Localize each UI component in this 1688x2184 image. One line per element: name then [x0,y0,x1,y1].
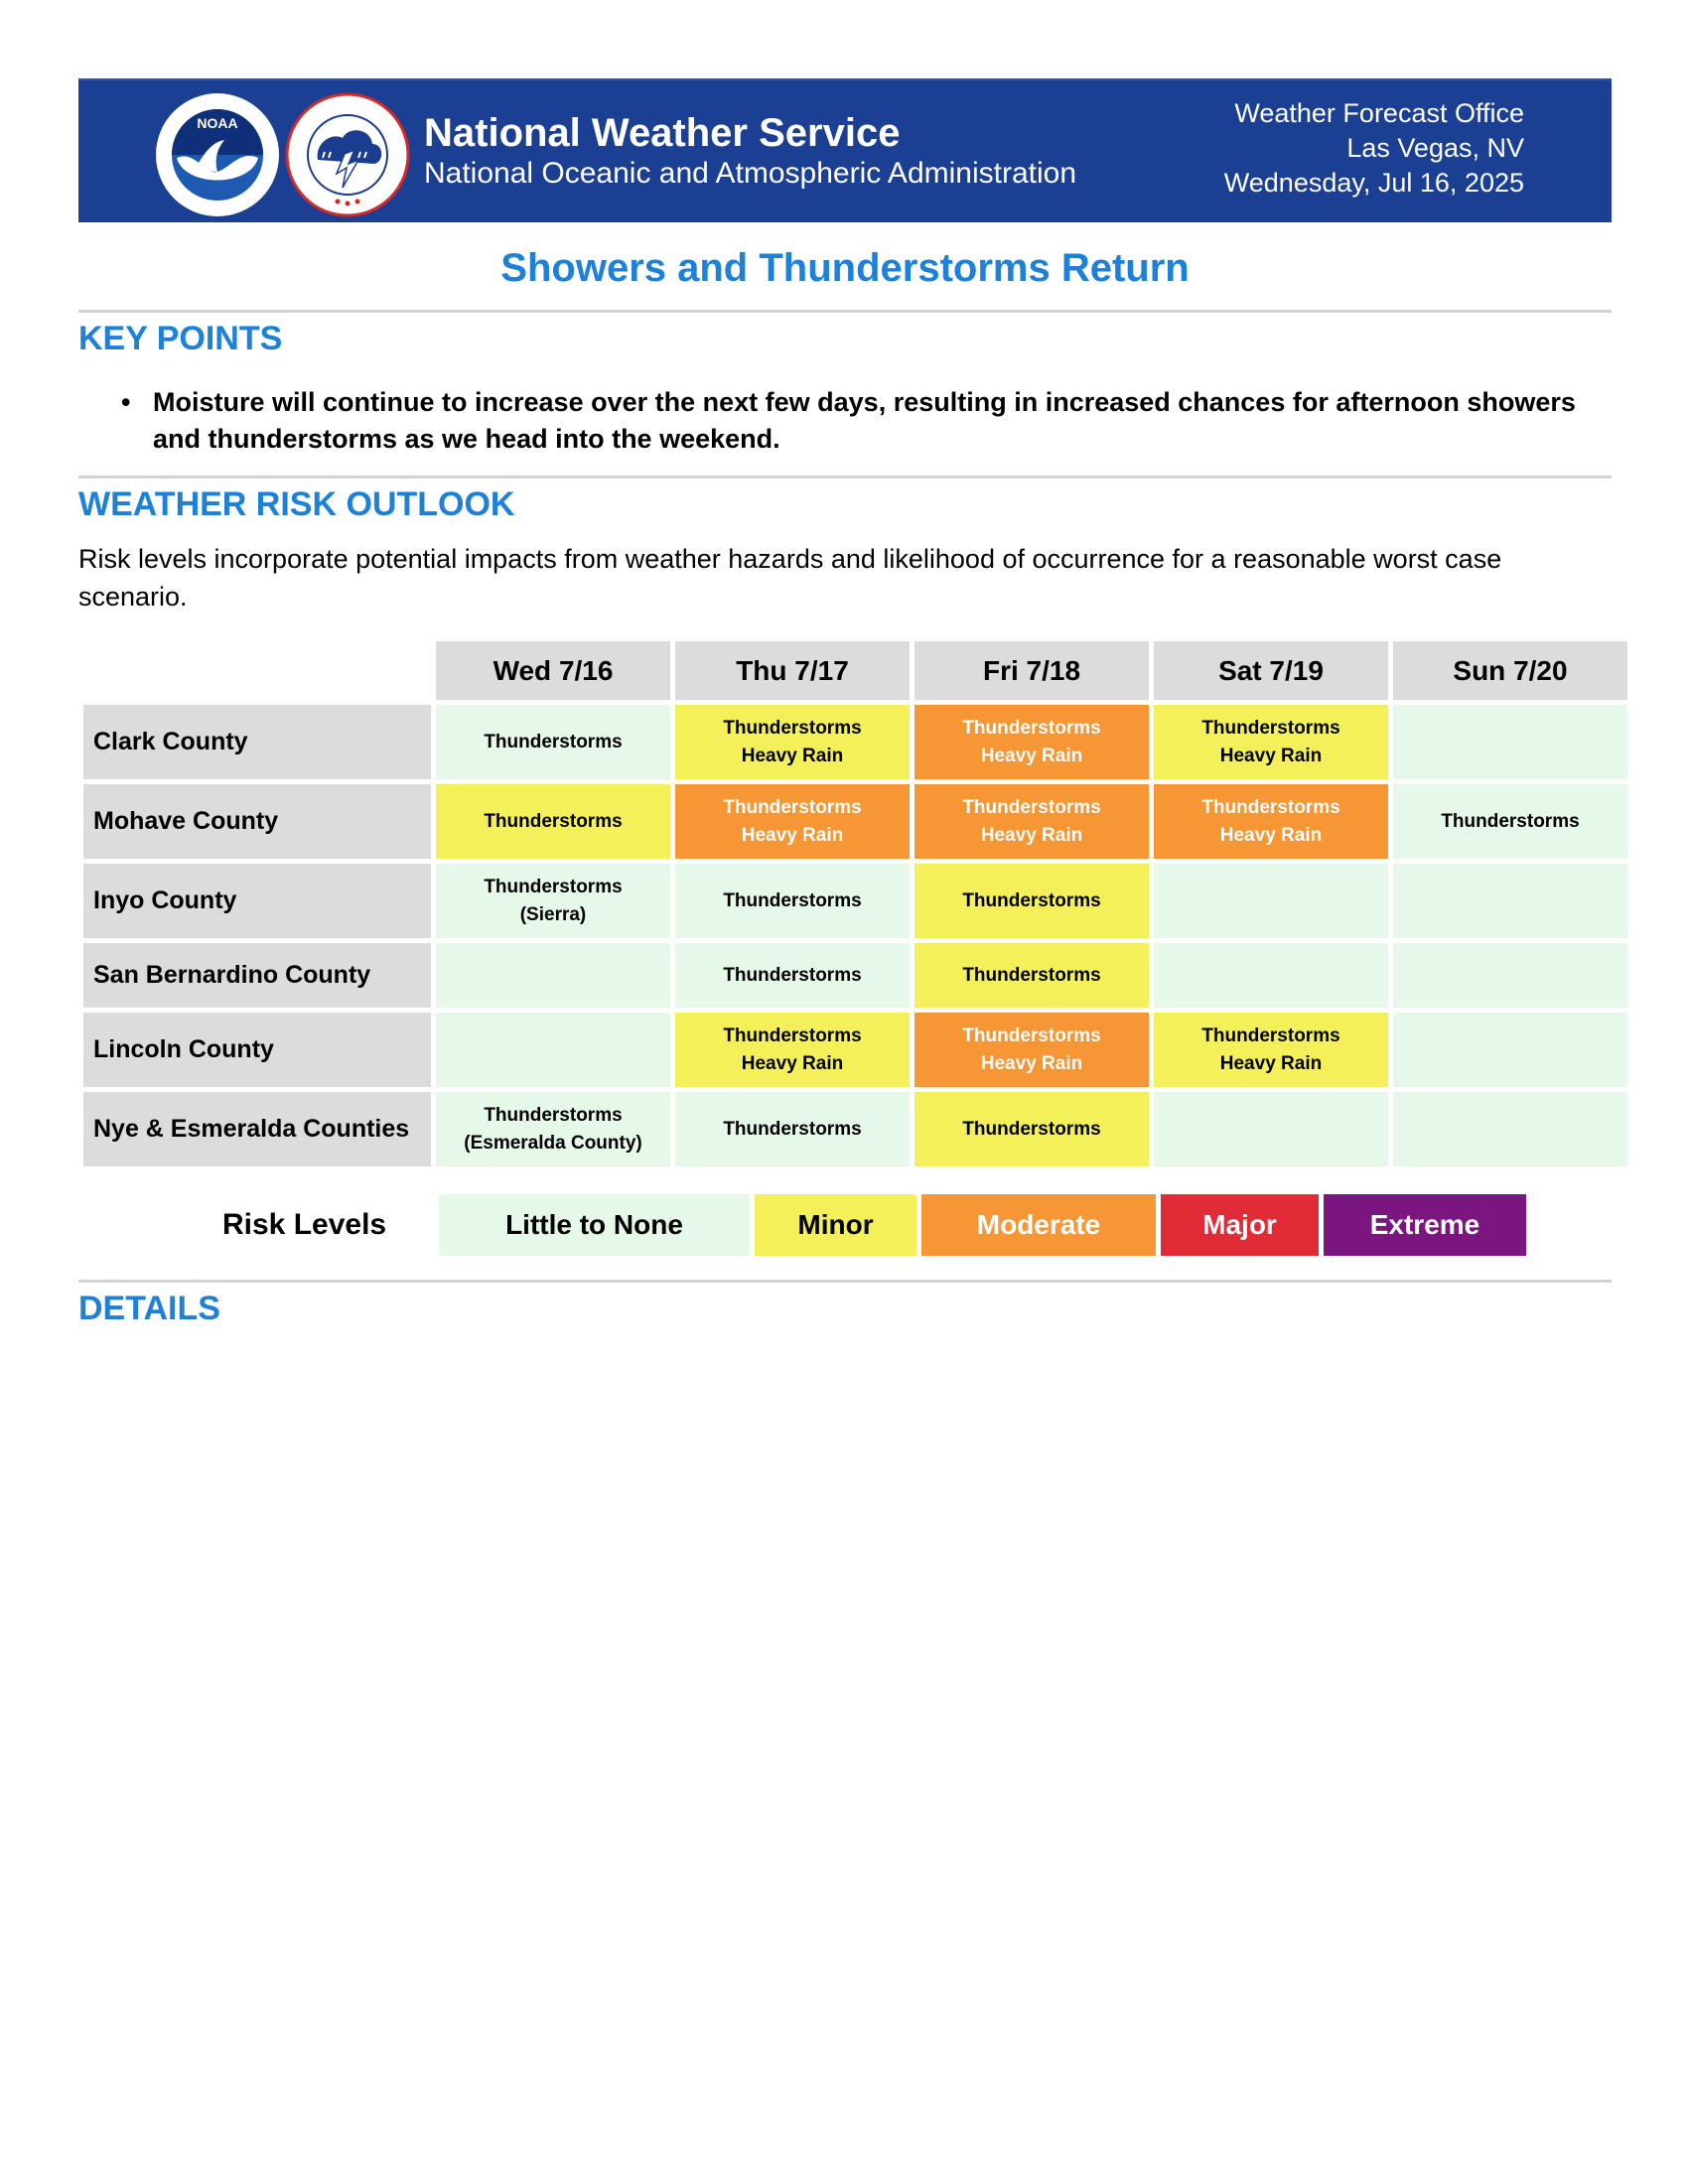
day-header: Sat 7/19 [1154,641,1388,700]
risk-cell [914,943,1149,1008]
risk-cell [436,1092,670,1166]
header-banner [78,78,1612,222]
day-header: Sun 7/20 [1393,641,1627,700]
legend-major: Major [1161,1194,1319,1256]
risk-cell-hazard: Thunderstorms [723,1024,862,1046]
day-header: Thu 7/17 [675,641,910,700]
key-point-text: Moisture will continue to increase over the next few days, resulting in increased chances for afternoon showers and thunderstorms as we head into the weekend. [153,387,1576,454]
page-title: Showers and Thunderstorms Return [500,246,1190,290]
risk-cell [914,1013,1149,1087]
day-header: Wed 7/16 [436,641,670,700]
noaa-logo [155,92,280,217]
county-label: Mohave County [83,784,431,859]
risk-cell-hazard: Thunderstorms [484,876,623,897]
risk-cell-detail: Heavy Rain [1219,1052,1323,1074]
county-label: Nye & Esmeralda Counties [83,1092,431,1166]
risk-cell [675,1013,910,1087]
county-label: Clark County [83,705,431,779]
org-block [424,110,1076,192]
risk-cell-detail: Heavy Rain [741,1052,844,1074]
risk-cell-detail: Heavy Rain [980,1052,1083,1074]
risk-cell [914,1092,1149,1166]
table-corner [78,641,431,700]
risk-cell [436,864,670,938]
risk-cell-hazard: Thunderstorms [962,964,1101,986]
risk-cell [675,864,910,938]
risk-outlook-intro: Risk levels incorporate potential impacts from weather hazards and likelihood of occurrence for a reasonable worst case scenario. [78,544,1502,612]
risk-cell-hazard: Thunderstorms [723,1118,862,1140]
risk-grid [78,641,1612,1166]
nws-logo [285,92,410,217]
risk-cell-hazard: Thunderstorms [962,796,1101,818]
risk-cell [1393,784,1627,859]
county-label: San Bernardino County [83,943,431,1008]
risk-cell [1393,1092,1627,1166]
county-label: Inyo County [83,864,431,938]
risk-cell-detail: Heavy Rain [741,824,844,846]
risk-cell-hazard: Thunderstorms [1441,810,1580,832]
risk-cell-hazard: Thunderstorms [484,1104,623,1126]
key-point-item [78,384,1612,458]
risk-cell [675,705,910,779]
page [78,78,1612,1330]
risk-cell [675,784,910,859]
details-heading: DETAILS [78,1290,220,1327]
risk-legend [78,1194,1612,1256]
risk-cell-detail: Heavy Rain [980,824,1083,846]
risk-cell [1154,784,1388,859]
legend-extreme: Extreme [1324,1194,1526,1256]
divider [78,310,1612,313]
key-points-heading: KEY POINTS [78,320,283,357]
legend-little-to-none: Little to None [439,1194,750,1256]
risk-cell-hazard: Thunderstorms [723,717,862,739]
divider [78,1280,1612,1283]
risk-cell-detail: (Esmeralda County) [464,1132,642,1154]
risk-cell-hazard: Thunderstorms [1201,796,1340,818]
risk-cell [1154,705,1388,779]
org-name: National Weather Service [424,111,901,155]
risk-cell [436,784,670,859]
risk-cell [436,705,670,779]
risk-cell-detail: Heavy Rain [1219,824,1323,846]
risk-cell [914,864,1149,938]
legend-title: Risk Levels [222,1208,387,1241]
risk-cell-hazard: Thunderstorms [1201,1024,1340,1046]
risk-cell [1393,1013,1627,1087]
risk-cell-hazard: Thunderstorms [723,796,862,818]
risk-cell-hazard: Thunderstorms [962,889,1101,911]
divider [78,476,1612,478]
risk-cell [675,943,910,1008]
legend-moderate: Moderate [921,1194,1156,1256]
office-name: Weather Forecast Office [1234,98,1524,128]
risk-cell-hazard: Thunderstorms [962,1024,1101,1046]
risk-cell-hazard: Thunderstorms [723,964,862,986]
risk-cell-detail: Heavy Rain [741,745,844,766]
risk-cell [675,1092,910,1166]
risk-cell [1393,864,1627,938]
risk-cell [914,705,1149,779]
risk-cell [436,1013,670,1087]
risk-cell [1154,864,1388,938]
risk-table [78,641,1612,1166]
risk-cell-detail: (Sierra) [519,903,587,925]
risk-cell [436,943,670,1008]
county-label: Lincoln County [83,1013,431,1087]
risk-cell-hazard: Thunderstorms [962,717,1101,739]
legend-minor: Minor [755,1194,916,1256]
risk-cell-detail: Heavy Rain [980,745,1083,766]
issue-date: Wednesday, Jul 16, 2025 [1223,168,1524,198]
risk-cell-hazard: Thunderstorms [484,731,623,752]
day-header: Fri 7/18 [914,641,1149,700]
risk-cell [1154,1092,1388,1166]
risk-cell-hazard: Thunderstorms [484,810,623,832]
org-subtitle: National Oceanic and Atmospheric Administration [424,157,1077,190]
key-points-list [78,384,1612,458]
office-location: Las Vegas, NV [1346,133,1524,163]
risk-cell-hazard: Thunderstorms [723,889,862,911]
risk-cell [1393,705,1627,779]
risk-cell [914,784,1149,859]
office-block [1224,96,1524,201]
bullet-icon: • [121,387,131,417]
risk-cell [1154,943,1388,1008]
noaa-logo-text: NOAA [197,115,238,131]
risk-cell [1393,943,1627,1008]
risk-outlook-heading: WEATHER RISK OUTLOOK [78,485,515,523]
risk-cell-hazard: Thunderstorms [962,1118,1101,1140]
risk-cell [1154,1013,1388,1087]
risk-cell-detail: Heavy Rain [1219,745,1323,766]
risk-cell-hazard: Thunderstorms [1201,717,1340,739]
